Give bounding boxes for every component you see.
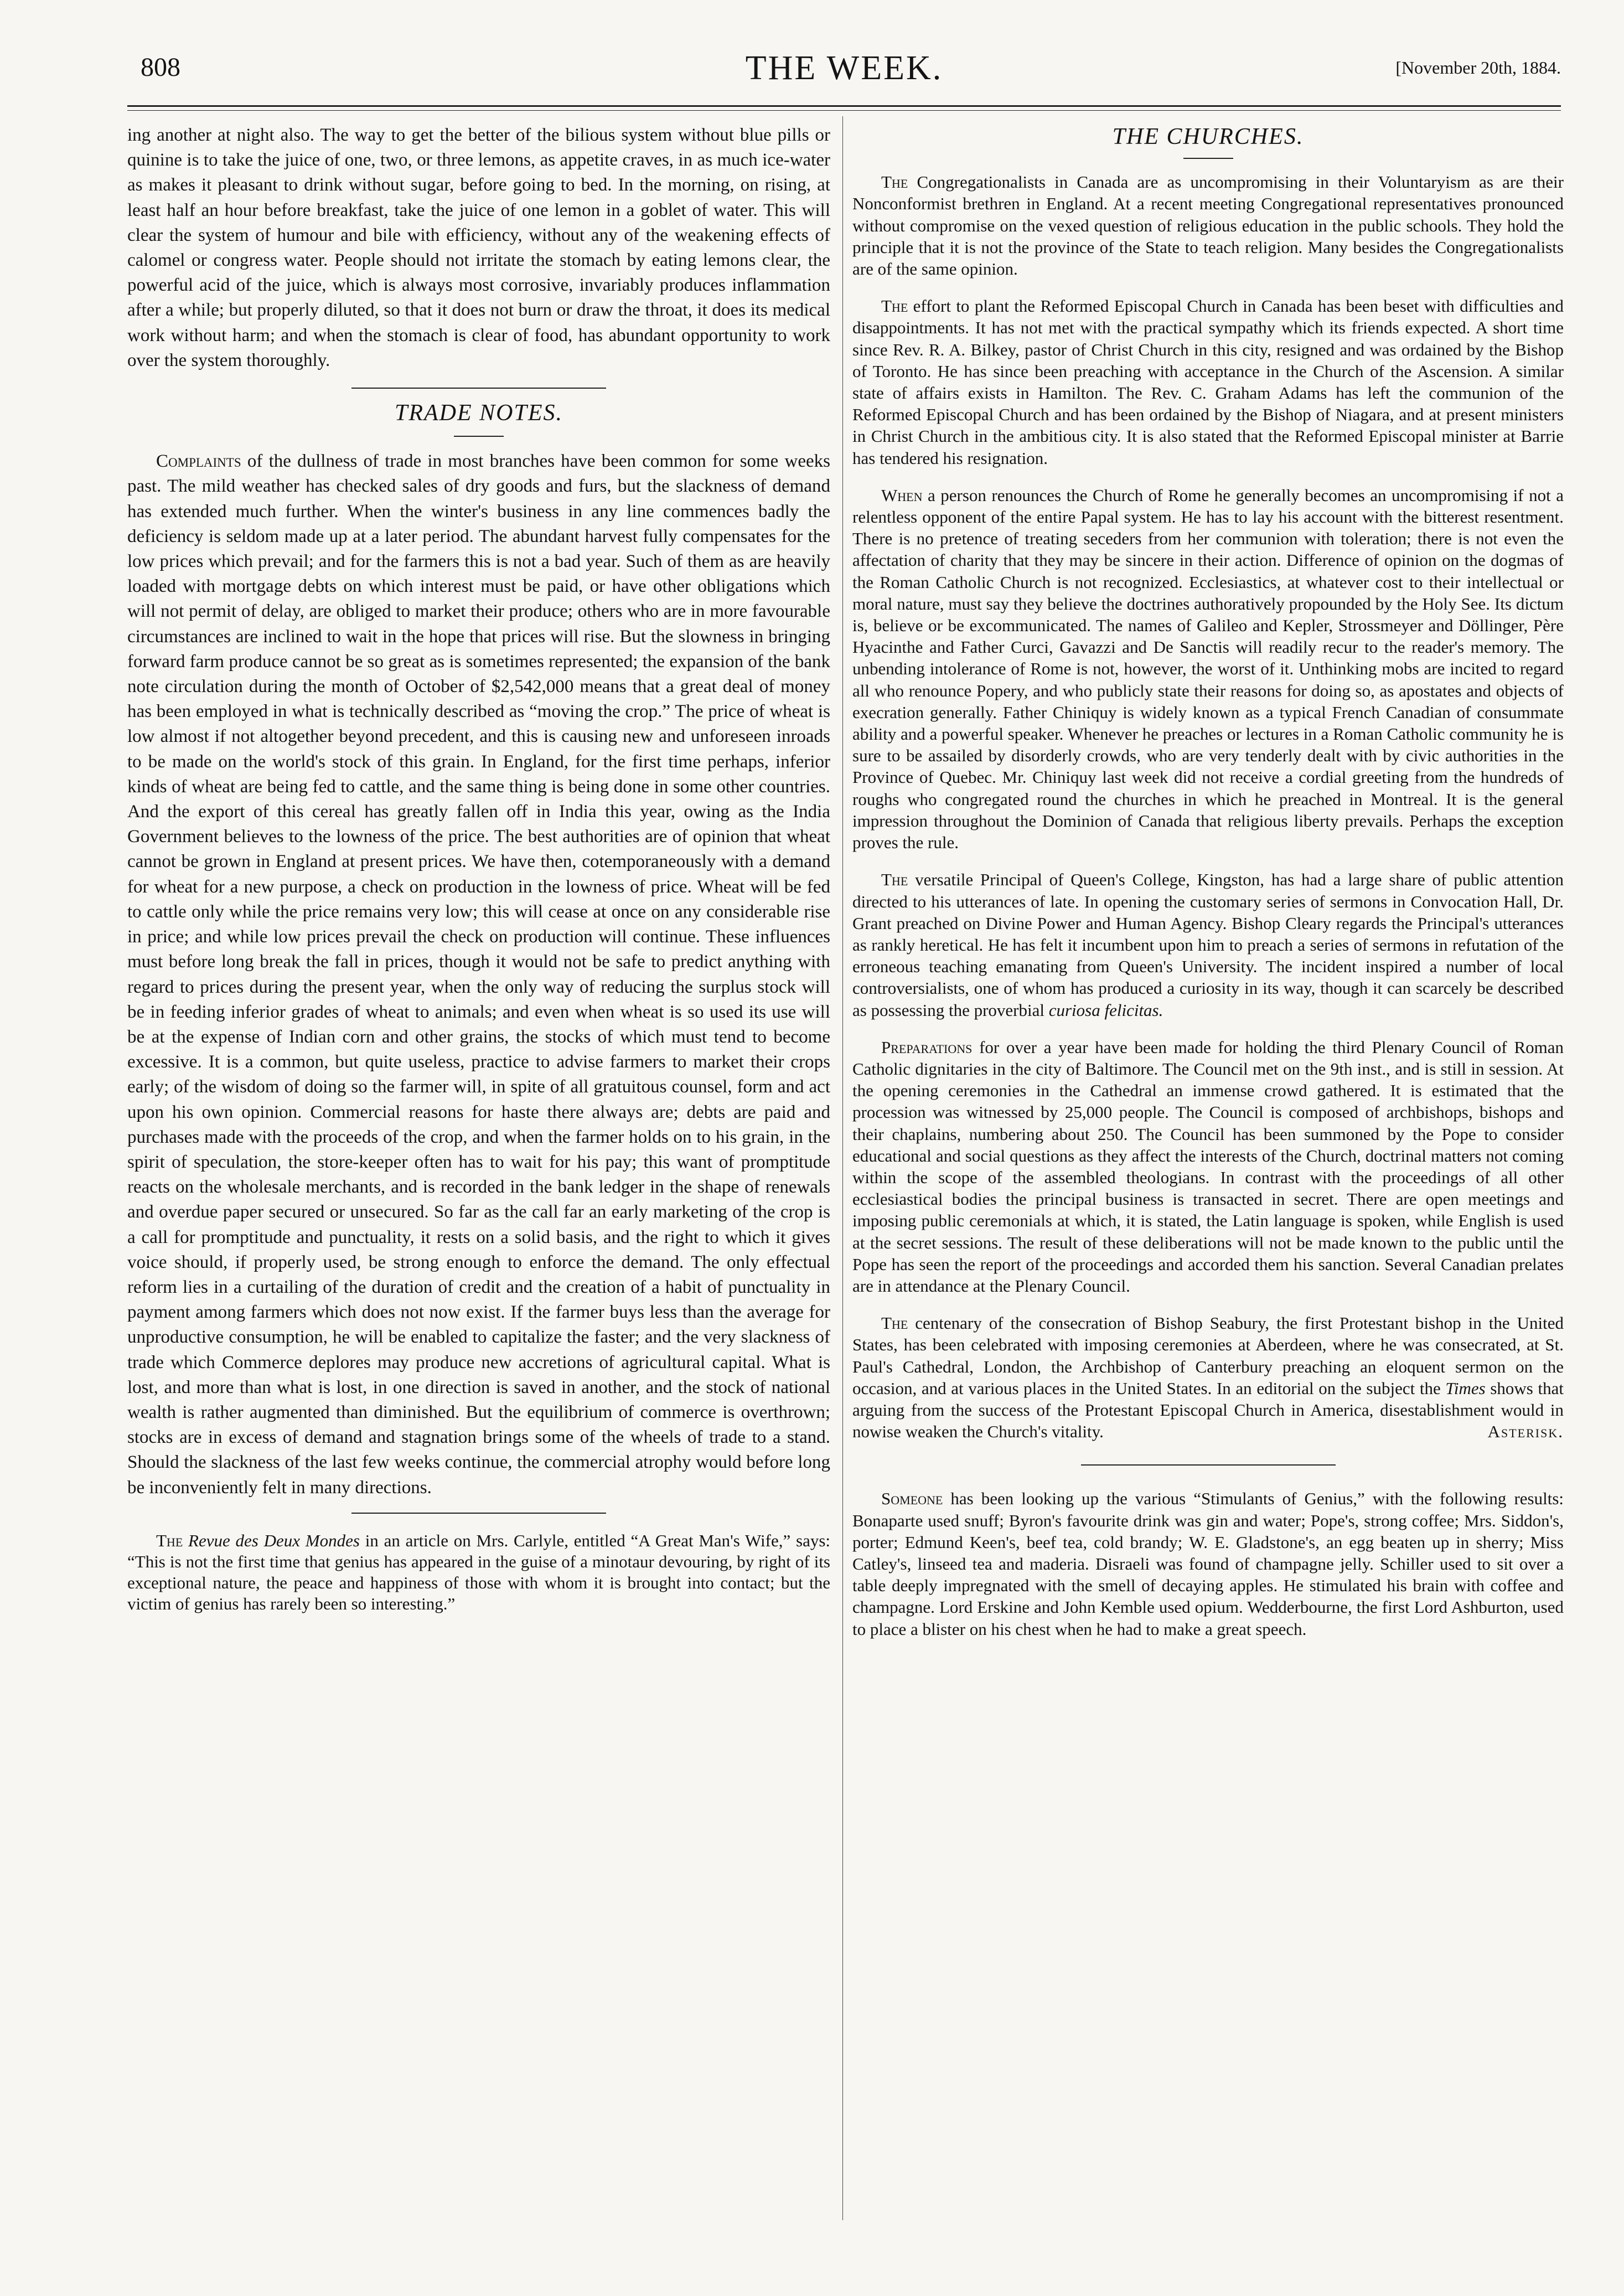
seabury-paragraph [852, 1312, 1564, 1442]
lead-word: The [156, 1530, 183, 1550]
lead-word: Someone [881, 1489, 943, 1509]
revue-paragraph [127, 1530, 830, 1614]
paragraph-text: centenary of the consecration of Bishop Seabury, the first Protestant bishop in the United States, has been celebrated with imposing ceremonies at Aberdeen, where he was consecrated, at St. Paul's Cathedral, London, the Archbishop of Canterbury preaching an eloquent sermon on the occasion, and at various places in the United States. In an editorial on the subject the [852, 1313, 1564, 1398]
paragraph-text: of the dullness of trade in most branches have been common for some weeks past. The mild weather has checked sales of dry goods and furs, but the slackness of demand has extended much further. When the winter's business in any line commences badly the deficiency is seldom made up at a later period. The abundant harvest fully compensates for the low prices which prevail; and for the farmers this is not a bad year. Such of them as are heavily loaded with mortgage debts on which interest must be paid, or have other obligations which will not permit of delay, are obliged to market their produce; others who are in more favourable circumstances are inclined to wait in the hope that prices will rise. But the slowness in bringing forward farm produce cannot be so great as is sometimes represented; the expansion of the bank note circulation during the month of October of $2,542,000 means that a great deal of money has been employed in what is technically described as “moving the crop.” The price of wheat is low almost if not altogether beyond precedent, and this is causing new and unforeseen inroads to be made on the world's stock of this grain. In England, for the first time perhaps, inferior kinds of wheat are being fed to cattle, and the same thing is being done in some other countries. And the export of this cereal has greatly fallen off in India this year, owing as the India Government believes to the lowness of the price. The best authorities are of opinion that wheat cannot be grown in England at present prices. We have then, cotemporaneously with a demand for wheat for a new purpose, a check on production in the lowness of price. Wheat will be fed to cattle only while the price remains very low; this will cease at once on any considerable rise in price; and while low prices prevail the check on production will continue. These influences must before long break the fall in prices, though it would not be safe to predict anything with regard to prices during the present year, when the only way of reducing the surplus stock will be in feeding inferior grades of wheat to animals; and even when wheat is so used its use will be at the expense of Indian corn and other grains, the stocks of which must tend to become excessive. It is a common, but quite useless, practice to advise farmers to market their crops early; of the wisdom of doing so the farmer will, in spite of all gratuitous counsel, form and act upon his own opinion. Commercial reasons for haste there always are; debts are paid and purchases made with the proceeds of the crop, and when the farmer holds on to his grain, in the spirit of speculation, the store-keeper often has to wait for his pay; this want of promptitude reacts on the wholesale merchants, and is recorded in the bank ledger in the shape of renewals and overdue paper secured or unsecured. So far as the call far an early marketing of the crop is a call for promptitude and punctuality, it rests on a solid basis, and the right to which it gives voice should, if properly used, be strong enough to enforce the demand. The only effectual reform lies in a curtailing of the duration of credit and the creation of a habit of punctuality in payment among farmers which does not now exist. If the farmer buys less than the average for unproductive consumption, he will be enabled to capitalize the faster; and the very slackness of trade which Commerce deplores may produce new accretions of agricultural capital. What is lost, and more than what is lost, in one direction is saved in another, and the stock of national wealth is rather augmented than diminished. But the equilibrium of commerce is overthrown; stocks are in excess of demand and stagnation brings some of the wheels of trade to a stand. Should the slackness of the last few weeks continue, the commercial atrophy would before long be inconveniently felt in many directions. [127, 451, 830, 1498]
congregationalists-paragraph [852, 171, 1564, 280]
author-signature: Asterisk. [1487, 1422, 1564, 1442]
plenary-council-paragraph [852, 1036, 1564, 1297]
trade-notes-heading: TRADE NOTES. [394, 400, 563, 426]
lead-word: The [881, 1313, 908, 1333]
section-separator [1081, 1464, 1336, 1466]
page-header [127, 49, 1561, 104]
page-number: 808 [141, 53, 180, 82]
queens-college-paragraph [852, 869, 1564, 1020]
publication-title: Revue des Deux Mondes [188, 1530, 360, 1550]
issue-date: [November 20th, 1884. [1395, 58, 1561, 78]
italic-phrase: curiosa felicitas. [1048, 1000, 1163, 1020]
paragraph-text: shows that arguing from the success of the Protestant Episcopal Church in America, disestablishment would in nowise weaken the Church's vitality. [852, 1378, 1564, 1442]
reformed-episcopal-paragraph [852, 295, 1564, 469]
paragraph-text: has been looking up the various “Stimulants of Genius,” with the following results: Bonaparte used snuff; Byron's favourite drink was gin and water; Pope's, strong coffee; Mrs. Siddon's, porter; Edmund Keen's, beef tea, cold brandy; W. E. Gladstone's, an egg beaten up in sherry; Miss Catley's, linseed tea and maderia. Disraeli was found of champagne jelly. Schiller used to sit over a table deeply impregnated with the smell of decaying apples. He stimulated his brain with coffee and champagne. Lord Erskine and John Kemble used opium. Wedderbourne, the first Lord Ashburton, used to place a blister on his chest when he had to make a great speech. [852, 1489, 1564, 1639]
times-title: Times [1445, 1378, 1486, 1398]
paragraph-text: in an article on Mrs. Carlyle, entitled “A Great Man's Wife,” says: “This is not the first time that genius has appeared in the guise of a minotaur devouring, by right of its exceptional nature, the peace and happiness of those with whom it is brought into contact; but the victim of genius has rarely been so interesting.” [127, 1530, 830, 1613]
churches-heading: THE CHURCHES. [1112, 124, 1304, 149]
masthead-title: THE WEEK. [745, 49, 943, 87]
lead-word: Preparations [881, 1037, 973, 1057]
lead-word: The [881, 870, 908, 890]
lead-word: When [881, 485, 923, 505]
paragraph-text: a person renounces the Church of Rome he generally becomes an uncompromising if not a relentless opponent of the entire Papal system. He has to lay his account with the bitterest resentment. There is no pretence of treating seceders from her communion with toleration; there is not even the affectation of charity that they may be sincere in their action. Difference of opinion on the dogmas of the Roman Catholic Church is not recognized. Ecclesiastics, at whatever cost to their intellectual or moral nature, must say they believe the doctrines authoratively propounded by the Holy See. Its dictum is, believe or be excommunicated. The names of Galileo and Kepler, Strossmeyer and Döllinger, Père Hyacinthe and Father Curci, Gavazzi and De Sanctis will readily recur to the reader's memory. The unbending intolerance of Rome is not, however, the worst of it. Unthinking mobs are incited to regard all who renounce Popery, and who publicly state their reasons for doing so, as apostates and objects of execration generally. Father Chiniquy is widely known as a typical French Canadian of consummate ability and a powerful speaker. Whenever he preaches or lectures in a Roman Catholic community he is sure to be assailed by disorderly crowds, who are very tenderly dealt with by civic authorities in the Province of Quebec. Mr. Chiniquy last week did not receive a cordial greeting from the hundreds of roughs who congregated round the churches in which he preached in Montreal. It is the general impression throughout the Dominion of Canada that religious liberty prevails. Perhaps the exception proves the rule. [852, 485, 1564, 853]
church-of-rome-paragraph [852, 484, 1564, 853]
header-rule [127, 105, 1561, 107]
paragraph-text: versatile Principal of Queen's College, Kingston, has had a large share of public attention directed to his utterances of late. In opening the customary series of sermons in Convocation Hall, Dr. Grant preached on Divine Power and Human Agency. Bishop Cleary regards the Principal's utterances as rankly heretical. He has felt it incumbent upon him to preach a series of sermons in refutation of the erroneous teaching emanating from Queen's University. The incident inspired a number of local controversialists, one of whom has produced a curiosity in its way, though it can scarcely be described as possessing the proverbial [852, 870, 1564, 1020]
paragraph-text: effort to plant the Reformed Episcopal Church in Canada has been beset with difficulties and disappointments. It has not met with the practical sympathy which its friends expected. A short time since Rev. R. A. Bilkey, pastor of Christ Church in this city, resigned and was ordained by the Bishop of Toronto. He has since been preaching with acceptance in the Church of the Ascension. A similar state of affairs exists in Hamilton. The Rev. C. Graham Adams has left the communion of the Reformed Episcopal Church and has been ordained by the Bishop of Niagara, and at present ministers in Christ Church in the ambitious city. It is also stated that the Reformed Episcopal minister at Barrie has tendered his resignation. [852, 296, 1564, 468]
lead-word: The [881, 172, 908, 192]
paragraph-text: for over a year have been made for holding the third Plenary Council of Roman Catholic dignitaries in the city of Baltimore. The Council met on the 9th inst., and is still in session. At the opening ceremonies in the Cathedral an immense crowd gathered. It is estimated that the procession was witnessed by 25,000 people. The Council is composed of archbishops, bishops and their chaplains, numbering about 250. The Council has been summoned by the Pope to consider educational and social questions as they affect the interests of the Church, doctrinal matters not coming within the scope of the assembled theologians. In contrast with the proceedings of all other ecclesiastical bodies the principal business is transacted in secret. There are open meetings and imposing public ceremonials at which, it is stated, the Latin language is spoken, while English is used at the secret sessions. The result of these deliberations will not be made known to the public until the Pope has seen the report of the proceedings and accorded them his sanction. Several Canadian prelates are in attendance at the Plenary Council. [852, 1037, 1564, 1296]
left-column [127, 123, 830, 2238]
section-separator [351, 1513, 606, 1514]
lead-word: The [881, 296, 908, 316]
heading-rule [454, 436, 504, 437]
trade-notes-paragraph [127, 449, 830, 1500]
section-separator [351, 388, 606, 389]
column-divider [842, 116, 843, 2220]
heading-rule [1183, 158, 1233, 159]
paragraph-text: Congregationalists in Canada are as uncompromising in their Voluntaryism as are their Nonconformist brethren in England. At a recent meeting Congregational representatives pronounced without compromise on the vexed question of religious education in the public schools. They hold the principle that it is not the province of the State to teach religion. Many besides the Congregationalists are of the same opinion. [852, 172, 1564, 279]
header-rule-thin [127, 110, 1561, 111]
lead-word: Complaints [156, 451, 241, 472]
right-column [852, 123, 1564, 2238]
lemon-paragraph: ing another at night also. The way to get the better of the bilious system without blue pills or quinine is to take the juice of one, two, or three lemons, as appetite craves, in as much ice-water as makes it pleasant to drink without sugar, before going to bed. In the morning, on rising, at least half an hour before breakfast, take the juice of one lemon in a goblet of water. This will clear the system of humour and bile with efficiency, without any of the weakening effects of calomel or congress water. People should not irritate the stomach by eating lemons clear, the powerful acid of the juice, which is always most corrosive, invariably produces inflammation after a while; but properly diluted, so that it does not burn or draw the throat, it does its medical work without harm; and when the stomach is clear of food, has abundant opportunity to work over the system thoroughly. [127, 125, 830, 370]
stimulants-paragraph [852, 1488, 1564, 1639]
